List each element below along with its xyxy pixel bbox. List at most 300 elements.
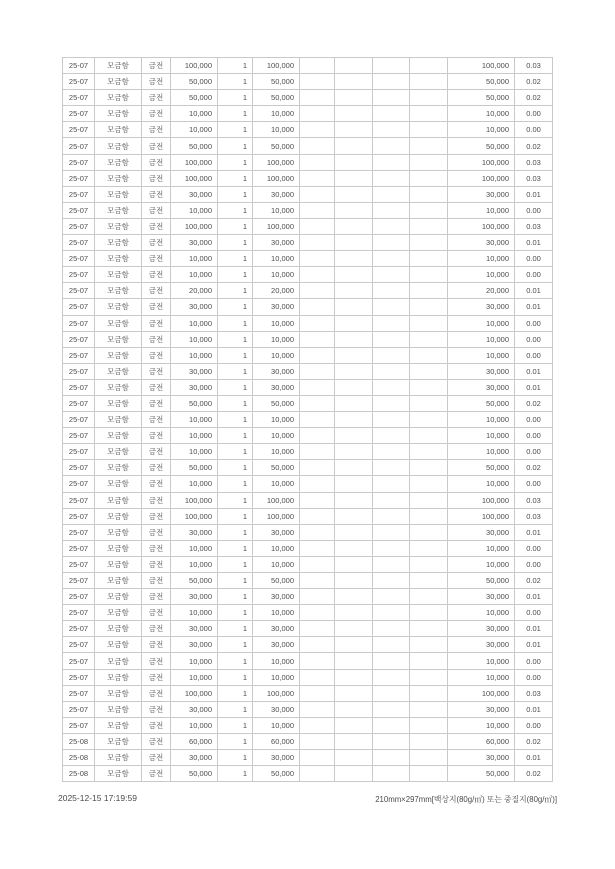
table-cell: 10,000 (448, 315, 515, 331)
table-cell (410, 138, 448, 154)
table-cell (410, 202, 448, 218)
table-cell: 금전 (142, 524, 171, 540)
table-cell: 10,000 (171, 315, 218, 331)
table-cell (300, 717, 335, 733)
table-cell (410, 685, 448, 701)
table-cell (410, 540, 448, 556)
table-cell: 100,000 (171, 685, 218, 701)
table-cell (335, 315, 373, 331)
table-row (63, 331, 553, 347)
table-cell (410, 492, 448, 508)
table-cell: 모금함 (95, 766, 142, 782)
table-cell: 모금함 (95, 235, 142, 251)
table-row (63, 701, 553, 717)
table-cell: 25-07 (63, 395, 95, 411)
table-cell: 0.00 (515, 540, 553, 556)
table-cell: 모금함 (95, 605, 142, 621)
table-cell (410, 444, 448, 460)
table-cell (373, 540, 410, 556)
table-cell: 20,000 (253, 283, 300, 299)
table-cell: 1 (218, 685, 253, 701)
table-cell (300, 186, 335, 202)
table-cell (335, 621, 373, 637)
table-cell: 10,000 (448, 122, 515, 138)
table-cell: 25-07 (63, 492, 95, 508)
table-cell: 금전 (142, 379, 171, 395)
table-cell: 1 (218, 653, 253, 669)
table-cell (410, 556, 448, 572)
table-cell: 50,000 (448, 90, 515, 106)
table-cell (373, 58, 410, 74)
table-cell: 10,000 (253, 476, 300, 492)
table-cell: 0.00 (515, 412, 553, 428)
table-cell: 30,000 (253, 299, 300, 315)
table-cell: 30,000 (253, 363, 300, 379)
table-cell: 10,000 (253, 444, 300, 460)
table-cell (410, 235, 448, 251)
table-cell (373, 460, 410, 476)
table-cell (335, 186, 373, 202)
table-cell: 100,000 (253, 170, 300, 186)
table-cell: 1 (218, 106, 253, 122)
table-cell: 30,000 (171, 235, 218, 251)
table-cell: 금전 (142, 267, 171, 283)
table-cell: 30,000 (171, 186, 218, 202)
table-cell (373, 605, 410, 621)
table-cell: 30,000 (448, 379, 515, 395)
table-cell (300, 170, 335, 186)
table-cell (373, 685, 410, 701)
table-cell: 1 (218, 637, 253, 653)
table-cell: 금전 (142, 556, 171, 572)
table-cell: 1 (218, 186, 253, 202)
table-cell (335, 283, 373, 299)
table-cell: 모금함 (95, 460, 142, 476)
table-cell: 0.03 (515, 58, 553, 74)
table-cell (300, 428, 335, 444)
table-cell: 50,000 (171, 138, 218, 154)
table-cell: 0.02 (515, 138, 553, 154)
table-cell: 25-07 (63, 653, 95, 669)
table-cell (335, 379, 373, 395)
table-cell: 금전 (142, 283, 171, 299)
table-cell: 금전 (142, 331, 171, 347)
table-cell: 10,000 (171, 331, 218, 347)
table-cell: 모금함 (95, 573, 142, 589)
table-cell: 모금함 (95, 363, 142, 379)
table-cell: 0.02 (515, 460, 553, 476)
table-cell: 10,000 (448, 347, 515, 363)
table-cell: 25-07 (63, 476, 95, 492)
table-cell (373, 283, 410, 299)
table-cell: 모금함 (95, 58, 142, 74)
table-cell (410, 637, 448, 653)
table-cell (373, 395, 410, 411)
table-cell: 금전 (142, 589, 171, 605)
table-cell (373, 154, 410, 170)
table-cell (410, 122, 448, 138)
table-cell (335, 106, 373, 122)
table-cell: 10,000 (253, 605, 300, 621)
table-cell: 10,000 (448, 202, 515, 218)
table-cell: 모금함 (95, 444, 142, 460)
table-cell: 금전 (142, 685, 171, 701)
table-cell: 10,000 (448, 444, 515, 460)
table-cell: 0.00 (515, 315, 553, 331)
table-cell (300, 508, 335, 524)
table-cell (373, 106, 410, 122)
table-cell: 100,000 (171, 218, 218, 234)
table-cell: 0.03 (515, 154, 553, 170)
table-cell (300, 733, 335, 749)
table-cell: 30,000 (448, 621, 515, 637)
table-cell (373, 202, 410, 218)
table-cell (335, 766, 373, 782)
table-row (63, 58, 553, 74)
table-cell (335, 58, 373, 74)
table-cell (373, 556, 410, 572)
table-cell: 0.01 (515, 637, 553, 653)
table-cell (335, 653, 373, 669)
table-cell: 10,000 (253, 412, 300, 428)
table-cell: 10,000 (448, 476, 515, 492)
table-cell: 1 (218, 412, 253, 428)
table-cell (373, 637, 410, 653)
table-cell (335, 540, 373, 556)
table-cell: 25-07 (63, 170, 95, 186)
table-cell: 0.00 (515, 717, 553, 733)
donation-table (62, 57, 553, 782)
table-cell: 10,000 (448, 106, 515, 122)
table-cell: 금전 (142, 653, 171, 669)
table-cell: 25-07 (63, 701, 95, 717)
table-row (63, 589, 553, 605)
table-cell: 1 (218, 540, 253, 556)
table-cell: 10,000 (253, 653, 300, 669)
table-cell (300, 460, 335, 476)
table-cell: 25-07 (63, 218, 95, 234)
table-cell (335, 556, 373, 572)
table-cell: 금전 (142, 122, 171, 138)
table-cell: 모금함 (95, 299, 142, 315)
table-cell: 25-07 (63, 444, 95, 460)
table-cell: 10,000 (171, 428, 218, 444)
table-cell: 30,000 (171, 621, 218, 637)
table-cell: 0.00 (515, 106, 553, 122)
table-cell: 모금함 (95, 701, 142, 717)
table-cell (373, 766, 410, 782)
table-cell: 30,000 (253, 235, 300, 251)
table-cell: 20,000 (171, 283, 218, 299)
table-row (63, 750, 553, 766)
table-cell: 10,000 (253, 267, 300, 283)
table-cell (373, 701, 410, 717)
table-cell (373, 299, 410, 315)
table-cell (300, 218, 335, 234)
table-cell (335, 235, 373, 251)
table-row (63, 524, 553, 540)
table-cell (410, 58, 448, 74)
table-cell (373, 138, 410, 154)
table-cell (373, 218, 410, 234)
table-cell: 금전 (142, 476, 171, 492)
table-cell (300, 251, 335, 267)
table-row (63, 267, 553, 283)
table-cell: 금전 (142, 540, 171, 556)
table-cell: 1 (218, 621, 253, 637)
table-cell: 30,000 (253, 186, 300, 202)
table-cell (335, 395, 373, 411)
table-cell: 10,000 (253, 540, 300, 556)
table-cell: 0.01 (515, 363, 553, 379)
table-cell: 30,000 (448, 235, 515, 251)
table-row (63, 395, 553, 411)
table-cell: 30,000 (448, 589, 515, 605)
table-cell (335, 428, 373, 444)
table-cell (373, 444, 410, 460)
table-cell: 모금함 (95, 106, 142, 122)
table-cell: 10,000 (171, 412, 218, 428)
table-cell: 금전 (142, 299, 171, 315)
table-cell: 50,000 (171, 74, 218, 90)
table-cell: 0.00 (515, 202, 553, 218)
table-cell: 모금함 (95, 540, 142, 556)
table-cell: 금전 (142, 428, 171, 444)
table-cell: 모금함 (95, 428, 142, 444)
table-cell: 100,000 (253, 154, 300, 170)
table-cell (410, 315, 448, 331)
table-cell: 25-07 (63, 235, 95, 251)
table-cell (373, 476, 410, 492)
table-row (63, 218, 553, 234)
table-row (63, 299, 553, 315)
table-cell: 25-07 (63, 122, 95, 138)
table-cell: 모금함 (95, 379, 142, 395)
table-cell: 1 (218, 573, 253, 589)
table-cell: 1 (218, 299, 253, 315)
table-cell (410, 283, 448, 299)
table-cell: 25-07 (63, 363, 95, 379)
table-cell: 0.03 (515, 170, 553, 186)
table-row (63, 170, 553, 186)
table-cell: 25-07 (63, 524, 95, 540)
table-cell: 모금함 (95, 653, 142, 669)
table-row (63, 202, 553, 218)
table-cell: 30,000 (448, 363, 515, 379)
table-cell: 0.00 (515, 267, 553, 283)
table-cell (410, 621, 448, 637)
table-cell: 100,000 (253, 508, 300, 524)
table-cell: 25-08 (63, 733, 95, 749)
table-cell: 모금함 (95, 218, 142, 234)
table-cell: 10,000 (448, 428, 515, 444)
table-cell: 10,000 (253, 315, 300, 331)
table-cell (410, 653, 448, 669)
table-cell: 1 (218, 315, 253, 331)
table-cell (335, 331, 373, 347)
table-cell (300, 476, 335, 492)
table-cell: 1 (218, 717, 253, 733)
table-cell: 10,000 (171, 476, 218, 492)
table-cell: 30,000 (448, 750, 515, 766)
table-cell (335, 750, 373, 766)
table-cell (335, 492, 373, 508)
table-cell: 25-07 (63, 90, 95, 106)
table-cell (300, 315, 335, 331)
table-cell: 0.00 (515, 476, 553, 492)
table-cell: 30,000 (253, 589, 300, 605)
table-cell: 1 (218, 460, 253, 476)
table-cell: 금전 (142, 363, 171, 379)
table-cell: 25-07 (63, 669, 95, 685)
table-cell: 1 (218, 235, 253, 251)
table-cell: 1 (218, 267, 253, 283)
table-cell (410, 74, 448, 90)
table-cell: 금전 (142, 315, 171, 331)
table-cell (300, 540, 335, 556)
table-cell: 금전 (142, 251, 171, 267)
paper-spec-label: 210mm×297mm[백상지(80g/㎡) 또는 중질지(80g/㎡)] (375, 795, 557, 804)
table-cell: 50,000 (253, 573, 300, 589)
table-cell: 금전 (142, 58, 171, 74)
table-cell: 10,000 (171, 106, 218, 122)
table-cell: 10,000 (171, 267, 218, 283)
table-cell: 25-07 (63, 685, 95, 701)
table-cell: 금전 (142, 138, 171, 154)
table-cell: 1 (218, 347, 253, 363)
table-cell: 10,000 (448, 653, 515, 669)
table-cell: 10,000 (171, 202, 218, 218)
table-cell: 1 (218, 766, 253, 782)
table-cell: 1 (218, 170, 253, 186)
table-cell: 25-07 (63, 331, 95, 347)
table-cell: 0.01 (515, 750, 553, 766)
table-cell (300, 621, 335, 637)
table-cell (335, 524, 373, 540)
table-cell (335, 717, 373, 733)
table-row (63, 573, 553, 589)
table-cell (335, 251, 373, 267)
table-cell (300, 653, 335, 669)
table-cell (335, 74, 373, 90)
table-cell: 0.00 (515, 347, 553, 363)
table-cell: 모금함 (95, 122, 142, 138)
table-cell: 100,000 (448, 685, 515, 701)
table-cell (373, 621, 410, 637)
table-cell (300, 299, 335, 315)
table-cell: 60,000 (448, 733, 515, 749)
table-cell: 10,000 (171, 122, 218, 138)
table-cell: 0.01 (515, 701, 553, 717)
table-cell (300, 138, 335, 154)
table-cell (373, 508, 410, 524)
table-cell: 1 (218, 669, 253, 685)
table-cell: 30,000 (448, 637, 515, 653)
table-cell: 50,000 (171, 460, 218, 476)
table-cell: 0.01 (515, 621, 553, 637)
table-cell (373, 363, 410, 379)
table-cell (410, 267, 448, 283)
table-cell: 25-08 (63, 750, 95, 766)
table-cell: 25-07 (63, 283, 95, 299)
table-cell: 50,000 (171, 573, 218, 589)
table-cell (373, 235, 410, 251)
table-row (63, 733, 553, 749)
table-cell (335, 122, 373, 138)
table-cell: 30,000 (448, 186, 515, 202)
table-cell (373, 379, 410, 395)
table-cell: 모금함 (95, 251, 142, 267)
table-cell: 1 (218, 605, 253, 621)
table-row (63, 556, 553, 572)
table-cell (410, 186, 448, 202)
table-cell: 0.01 (515, 235, 553, 251)
table-cell: 모금함 (95, 315, 142, 331)
table-cell: 0.01 (515, 379, 553, 395)
table-cell (300, 283, 335, 299)
table-cell (300, 58, 335, 74)
table-cell: 금전 (142, 218, 171, 234)
table-cell: 금전 (142, 508, 171, 524)
table-cell (300, 395, 335, 411)
table-cell (373, 347, 410, 363)
table-cell: 1 (218, 363, 253, 379)
donation-table-body (63, 58, 553, 782)
table-cell: 0.03 (515, 685, 553, 701)
table-cell: 0.02 (515, 766, 553, 782)
table-cell: 10,000 (171, 251, 218, 267)
table-cell: 30,000 (448, 701, 515, 717)
table-cell: 모금함 (95, 347, 142, 363)
table-cell: 50,000 (448, 460, 515, 476)
table-row (63, 283, 553, 299)
table-cell (300, 267, 335, 283)
table-cell: 모금함 (95, 170, 142, 186)
table-cell: 25-07 (63, 428, 95, 444)
table-cell (335, 267, 373, 283)
table-cell: 25-07 (63, 412, 95, 428)
table-cell: 50,000 (171, 395, 218, 411)
table-cell: 25-08 (63, 766, 95, 782)
table-cell: 금전 (142, 186, 171, 202)
table-cell: 25-07 (63, 556, 95, 572)
table-row (63, 637, 553, 653)
table-row (63, 605, 553, 621)
table-cell: 25-07 (63, 347, 95, 363)
table-cell (410, 476, 448, 492)
table-cell (410, 750, 448, 766)
table-cell: 10,000 (253, 717, 300, 733)
table-cell: 1 (218, 444, 253, 460)
table-cell (335, 412, 373, 428)
table-cell (373, 717, 410, 733)
print-timestamp: 2025-12-15 17:19:59 (58, 793, 137, 803)
table-cell: 0.01 (515, 589, 553, 605)
table-row (63, 492, 553, 508)
table-cell (335, 476, 373, 492)
table-cell: 10,000 (253, 106, 300, 122)
table-cell: 금전 (142, 605, 171, 621)
table-cell (373, 331, 410, 347)
table-cell: 30,000 (253, 621, 300, 637)
table-cell: 30,000 (253, 701, 300, 717)
table-cell: 금전 (142, 444, 171, 460)
table-cell (335, 347, 373, 363)
table-cell: 10,000 (448, 251, 515, 267)
table-cell: 30,000 (171, 363, 218, 379)
table-cell (300, 122, 335, 138)
table-cell: 30,000 (171, 524, 218, 540)
